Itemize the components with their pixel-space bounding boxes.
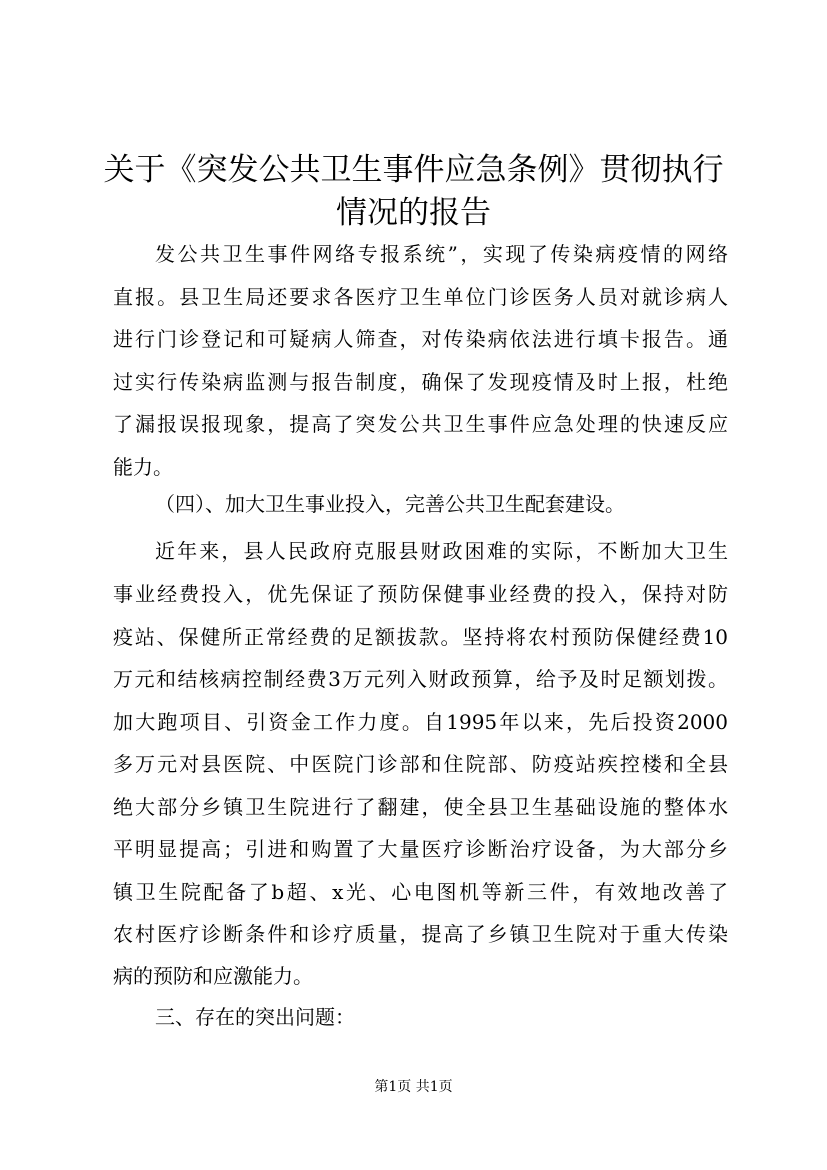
paragraph-line: 镇卫生院配备了b超、x光、心电图机等新三件，有效地改善了 bbox=[113, 880, 728, 904]
paragraph-line: 近年来，县人民政府克服县财政困难的实际，不断加大卫生 bbox=[155, 539, 728, 563]
section-heading: （四）、加大卫生事业投入，完善公共卫生配套建设。 bbox=[155, 492, 625, 516]
paragraph-line: 事业经费投入，优先保证了预防保健事业经费的投入，保持对防 bbox=[113, 582, 728, 606]
page-footer: 第1页 共1页 bbox=[374, 1079, 453, 1095]
paragraph-line: 多万元对县医院、中医院门诊部和住院部、防疫站疾控楼和全县 bbox=[113, 752, 728, 776]
paragraph-line: 能力。 bbox=[113, 455, 173, 479]
paragraph-line: 万元和结核病控制经费3万元列入财政预算，给予及时足额划拨。 bbox=[113, 667, 728, 691]
paragraph-line: 了漏报误报现象，提高了突发公共卫生事件应急处理的快速反应 bbox=[113, 412, 728, 436]
paragraph-line: 过实行传染病监测与报告制度，确保了发现疫情及时上报，杜绝 bbox=[113, 370, 728, 394]
paragraph-line: 发公共卫生事件网络专报系统”，实现了传染病疫情的网络 bbox=[155, 242, 728, 266]
document-title-line-2: 情况的报告 bbox=[336, 195, 491, 231]
paragraph-line: 绝大部分乡镇卫生院进行了翻建，使全县卫生基础设施的整体水 bbox=[113, 795, 728, 819]
document-title-line-1: 关于《突发公共卫生事件应急条例》贯彻执行 bbox=[103, 152, 724, 188]
paragraph-line: 进行门诊登记和可疑病人筛查，对传染病依法进行填卡报告。通 bbox=[113, 327, 728, 351]
paragraph-line: 加大跑项目、引资金工作力度。自1995年以来，先后投资2000 bbox=[113, 710, 728, 734]
paragraph-line: 疫站、保健所正常经费的足额拔款。坚持将农村预防保健经费10 bbox=[113, 625, 728, 649]
paragraph-line: 平明显提高；引进和购置了大量医疗诊断治疗设备，为大部分乡 bbox=[113, 837, 728, 861]
paragraph-line: 农村医疗诊断条件和诊疗质量，提高了乡镇卫生院对于重大传染 bbox=[113, 922, 728, 946]
paragraph-line: 直报。县卫生局还要求各医疗卫生单位门诊医务人员对就诊病人 bbox=[113, 285, 728, 309]
section-heading: 三、存在的突出问题： bbox=[155, 1005, 355, 1029]
paragraph-line: 病的预防和应激能力。 bbox=[113, 964, 313, 988]
